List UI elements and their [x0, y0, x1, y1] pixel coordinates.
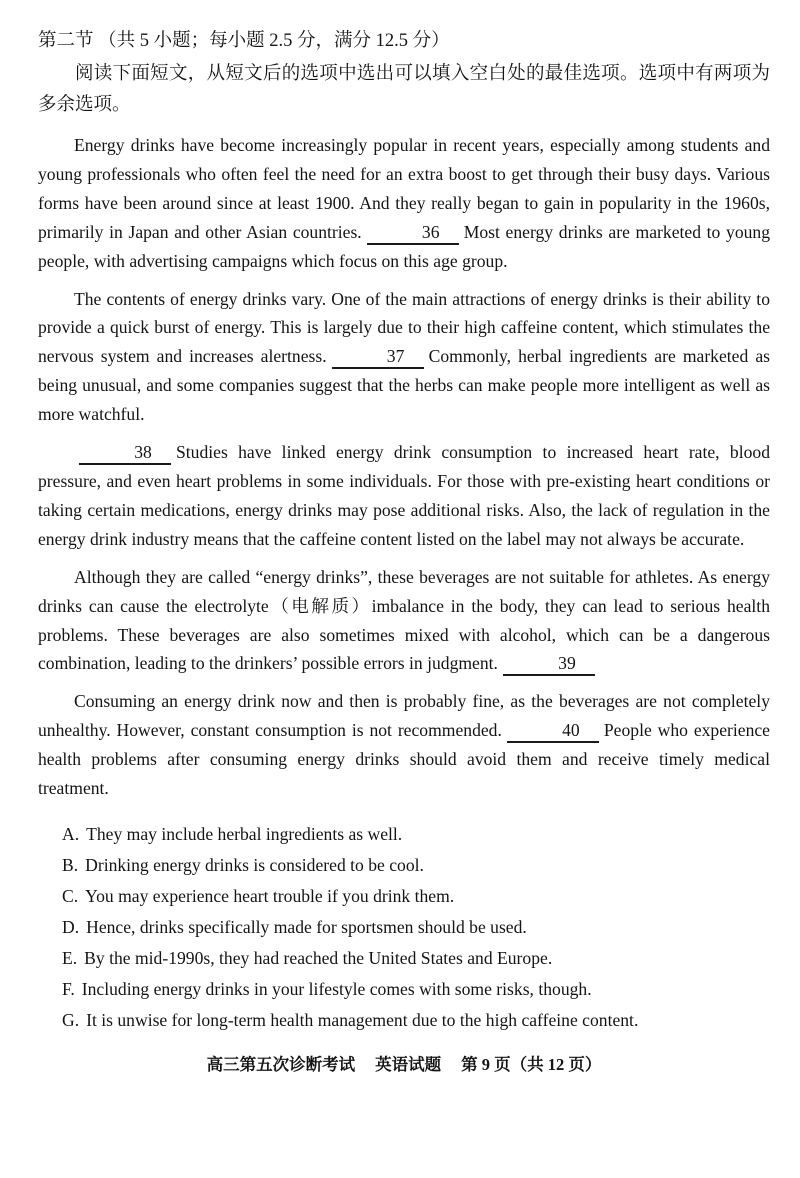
option-label: F.: [62, 978, 75, 999]
option-f: [62, 974, 770, 1005]
option-e: [62, 943, 770, 974]
section-header: 第二节 （共 5 小题；每小题 2.5 分，满分 12.5 分）: [38, 31, 450, 51]
passage-paragraph-1: [38, 131, 770, 276]
option-text: Including energy drinks in your lifestyle comes with some risks, though.: [81, 978, 592, 999]
paragraph-text: Although they are called “energy drinks”, these beverages are not suitable for athletes. As energy drinks can cause the electrolyte（电解质）imbalance in the body, they can lead to serious health problems. These beverages are also sometimes mixed with alcohol, which can be a dangerous combination, leading to the drinkers’ possible errors in judgment.: [38, 566, 770, 674]
option-label: D.: [62, 916, 80, 937]
option-a: [62, 819, 770, 850]
blank-37: [332, 346, 424, 369]
option-label: G.: [62, 1009, 80, 1030]
footer-exam-name: 高三第五次诊断考试: [206, 1054, 356, 1074]
option-text: It is unwise for long-term health management due to the high caffeine content.: [86, 1009, 639, 1030]
blank-number: 36: [421, 221, 440, 242]
blank-39: [503, 653, 595, 676]
blank-number: 39: [558, 653, 576, 674]
option-label: C.: [62, 885, 79, 906]
instructions-text: 阅读下面短文，从短文后的选项中选出可以填入空白处的最佳选项。选项中有两项为多余选项。: [38, 64, 770, 115]
paragraph-text: The contents of energy drinks vary. One of the main attractions of energy drinks is their ability to provide a quick burst of energy. This is largely due to their high caffeine content, which stimulates the nervous system and increases alertness.: [38, 288, 770, 367]
options-list: [62, 819, 770, 1036]
paragraph-text: Commonly, herbal ingredients are marketed as being unusual, and some companies suggest that the herbs can make people more intelligent as well as more watchful.: [38, 346, 770, 425]
paragraph-text: Studies have linked energy drink consumption to increased heart rate, blood pressure, and even heart problems in some individuals. For those with pre-existing heart conditions or taking certain medications, energy drinks may pose additional risks. Also, the lack of regulation in the energy drink industry means that the caffeine content listed on the label may not always be accurate.: [38, 442, 770, 549]
option-text: Hence, drinks specifically made for sportsmen should be used.: [86, 916, 527, 937]
option-text: They may include herbal ingredients as well.: [86, 823, 403, 844]
passage-paragraph-2: [38, 285, 770, 430]
paragraph-text: Consuming an energy drink now and then is probably fine, as the beverages are not completely unhealthy. However, constant consumption is not recommended.: [38, 691, 770, 741]
blank-number: 40: [562, 720, 580, 741]
paragraph-text: Most energy drinks are marketed to young people, with advertising campaigns which focus on this age group.: [38, 221, 771, 271]
footer-subject: 英语试题: [375, 1054, 442, 1074]
passage-paragraph-3: [38, 438, 770, 554]
option-d: [62, 912, 770, 943]
option-label: A.: [62, 823, 80, 844]
option-b: [62, 850, 770, 881]
option-label: B.: [62, 854, 79, 875]
passage-paragraph-4: [38, 563, 770, 679]
passage: [38, 131, 770, 803]
option-label: E.: [62, 947, 78, 968]
page-footer: [38, 1052, 770, 1078]
blank-number: 38: [134, 442, 152, 463]
option-text: By the mid-1990s, they had reached the United States and Europe.: [84, 947, 553, 968]
option-text: Drinking energy drinks is considered to be cool.: [85, 854, 424, 875]
option-c: [62, 881, 770, 912]
blank-36: [367, 222, 459, 245]
blank-38: [79, 442, 171, 465]
passage-paragraph-5: [38, 687, 770, 803]
blank-number: 37: [386, 346, 405, 367]
option-text: You may experience heart trouble if you drink them.: [85, 885, 455, 906]
option-g: [62, 1005, 770, 1036]
paragraph-text: People who experience health problems after consuming energy drinks should avoid them and receive timely medical treatment.: [38, 720, 770, 799]
paragraph-text: Energy drinks have become increasingly popular in recent years, especially among students and young professionals who often feel the need for an extra boost to get through their busy days. Various forms have been around since at least 1900. And they really began to gain in popularity in the 1960s, primarily in Japan and other Asian countries.: [38, 135, 770, 242]
footer-page-number: 第 9 页（共 12 页）: [461, 1054, 602, 1074]
blank-40: [507, 720, 599, 743]
